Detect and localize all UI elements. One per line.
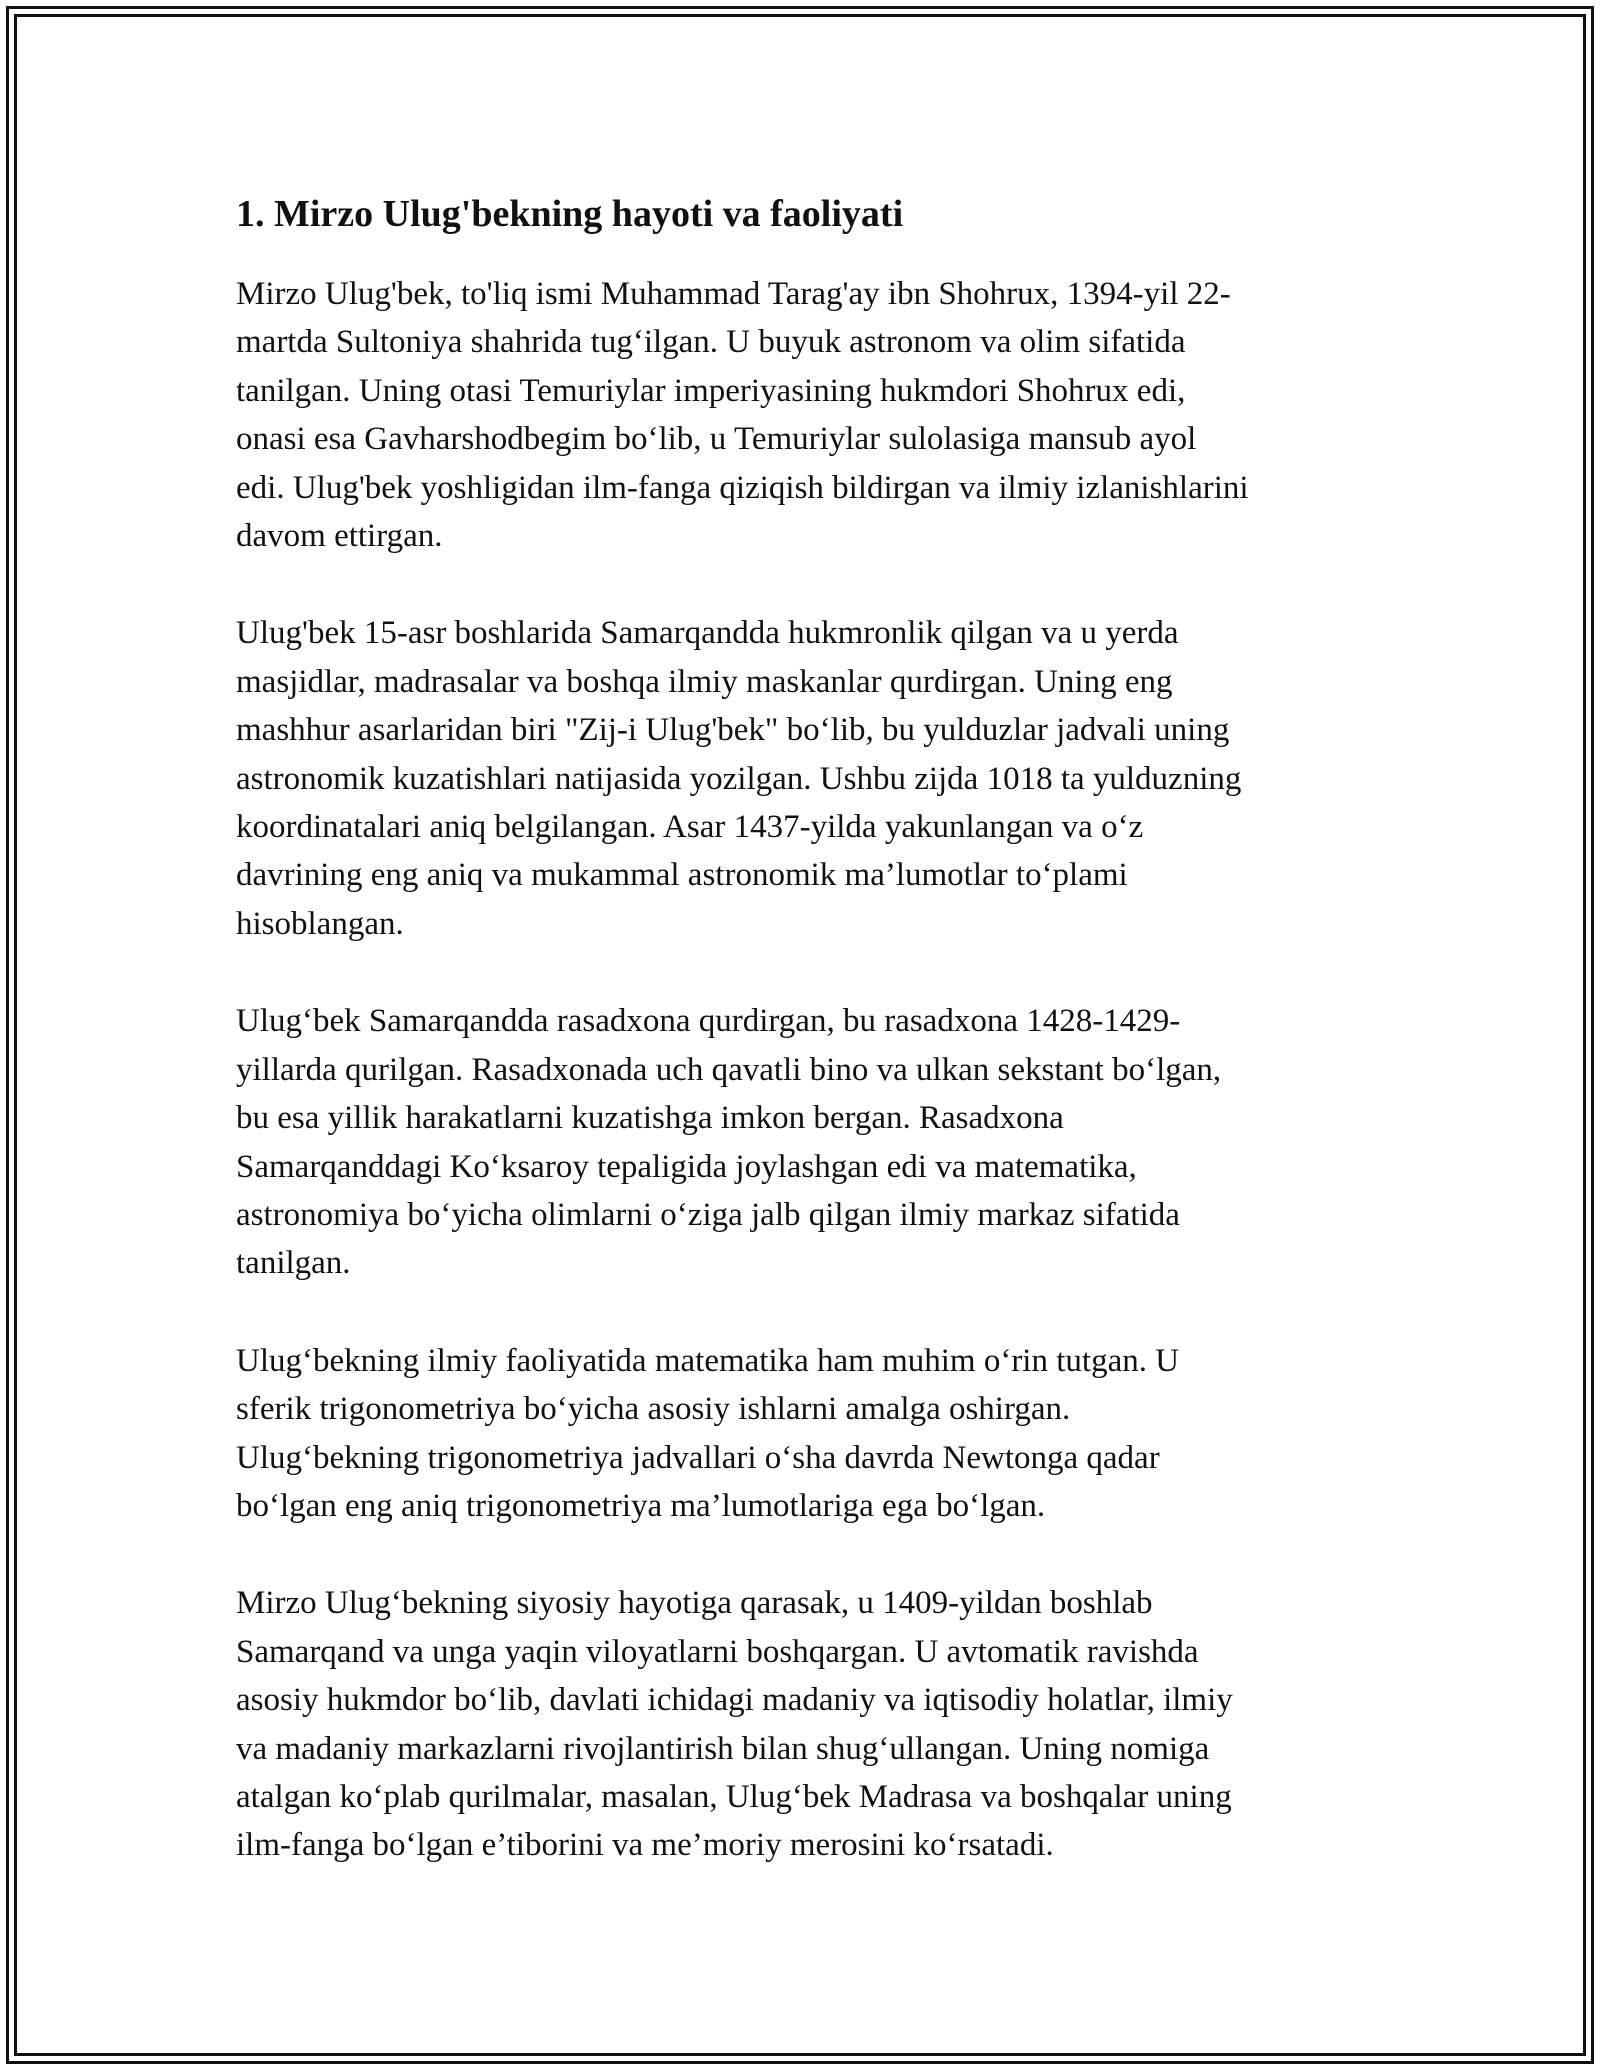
paragraph-line: atalgan ko‘plab qurilmalar, masalan, Ulug‘bek Madrasa va boshqalar uning (236, 1778, 1232, 1815)
document-body (236, 186, 1366, 1919)
paragraph-line: astronomik kuzatishlari natijasida yozilgan. Ushbu zijda 1018 ta yulduzning (236, 760, 1242, 797)
paragraph-2 (236, 609, 1366, 948)
paragraph-line: bo‘lgan eng aniq trigonometriya ma’lumotlariga ega bo‘lgan. (236, 1487, 1046, 1524)
paragraph-line: mashhur asarlaridan biri "Zij-i Ulug'bek" bo‘lib, bu yulduzlar jadvali uning (236, 712, 1230, 749)
paragraph-4 (236, 1337, 1366, 1531)
paragraph-line: masjidlar, madrasalar va boshqa ilmiy maskanlar qurdirgan. Uning eng (236, 663, 1173, 700)
paragraph-line: Ulug‘bek Samarqandda rasadxona qurdirgan, bu rasadxona 1428-1429- (236, 1003, 1181, 1040)
section-heading: 1. Mirzo Ulug'bekning hayoti va faoliyati (236, 193, 904, 235)
paragraph-line: onasi esa Gavharshodbegim bo‘lib, u Temuriylar sulolasiga mansub ayol (236, 421, 1197, 458)
paragraph-line: tanilgan. (236, 1245, 351, 1282)
paragraph-1 (236, 270, 1366, 560)
paragraph-line: Mirzo Ulug‘bekning siyosiy hayotiga qarasak, u 1409-yildan boshlab (236, 1585, 1153, 1622)
paragraph-line: astronomiya bo‘yicha olimlarni o‘ziga jalb qilgan ilmiy markaz sifatida (236, 1196, 1180, 1233)
paragraph-line: davrining eng aniq va mukammal astronomik ma’lumotlar to‘plami (236, 857, 1128, 894)
paragraph-3 (236, 997, 1366, 1287)
paragraph-line: Samarqanddagi Ko‘ksaroy tepaligida joylashgan edi va matematika, (236, 1148, 1137, 1185)
paragraph-line: va madaniy markazlarni rivojlantirish bilan shug‘ullangan. Uning nomiga (236, 1730, 1210, 1767)
paragraph-line: Mirzo Ulug'bek, to'liq ismi Muhammad Tarag'ay ibn Shohrux, 1394-yil 22- (236, 276, 1231, 312)
paragraph-line: martda Sultoniya shahrida tug‘ilgan. U buyuk astronom va olim sifatida (236, 324, 1186, 361)
paragraph-line: Ulug‘bekning trigonometriya jadvallari o‘sha davrda Newtonga qadar (236, 1439, 1160, 1476)
paragraph-line: bu esa yillik harakatlarni kuzatishga imkon bergan. Rasadxona (236, 1100, 1064, 1137)
paragraph-line: edi. Ulug'bek yoshligidan ilm-fanga qiziqish bildirgan va ilmiy izlanishlarini (236, 469, 1249, 506)
paragraph-line: tanilgan. Uning otasi Temuriylar imperiyasining hukmdori Shohrux edi, (236, 372, 1186, 409)
paragraph-line: Ulug'bek 15-asr boshlarida Samarqandda hukmronlik qilgan va u yerda (236, 615, 1179, 652)
paragraph-line: asosiy hukmdor bo‘lib, davlati ichidagi madaniy va iqtisodiy holatlar, ilmiy (236, 1682, 1233, 1719)
paragraph-line: Samarqand va unga yaqin viloyatlarni boshqargan. U avtomatik ravishda (236, 1633, 1199, 1670)
paragraph-line: koordinatalari aniq belgilangan. Asar 1437-yilda yakunlangan va o‘z (236, 809, 1144, 846)
paragraph-line: sferik trigonometriya bo‘yicha asosiy ishlarni amalga oshirgan. (236, 1391, 1071, 1428)
paragraph-line: Ulug‘bekning ilmiy faoliyatida matematika ham muhim o‘rin tutgan. U (236, 1342, 1180, 1379)
paragraph-line: ilm-fanga bo‘lgan e’tiborini va me’moriy merosini ko‘rsatadi. (236, 1827, 1054, 1864)
paragraph-5 (236, 1579, 1366, 1869)
paragraph-line: hisoblangan. (236, 905, 404, 942)
paragraph-line: yillarda qurilgan. Rasadxonada uch qavatli bino va ulkan sekstant bo‘lgan, (236, 1051, 1222, 1088)
paragraph-line: davom ettirgan. (236, 518, 443, 555)
